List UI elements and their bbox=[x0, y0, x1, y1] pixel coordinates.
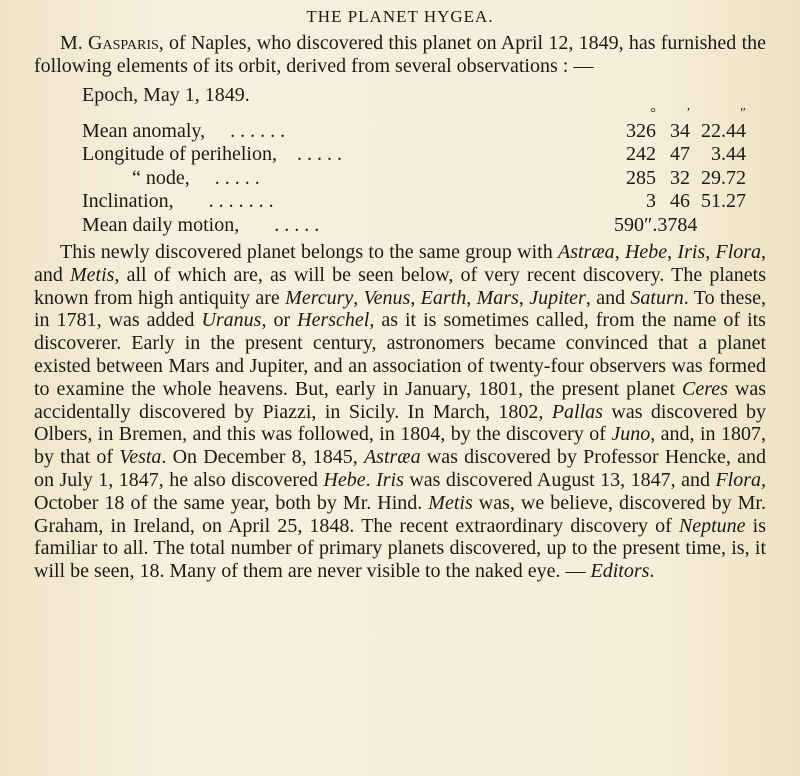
orbital-elements-table bbox=[82, 84, 746, 237]
body-text: , bbox=[614, 241, 625, 263]
body-text: . To these, in 1781, was added bbox=[34, 286, 767, 332]
body-text: is familiar to all. The total number of primary planets discovered, up to the present time, is, it will be seen, 18. Many of them are never visible to the naked eye. — bbox=[34, 514, 767, 583]
body-text: , all of which are, as will be seen below, of very recent discovery. The planets known from high antiquity are bbox=[34, 263, 766, 309]
body-text: , and bbox=[34, 241, 767, 286]
element-seconds: 22.44 bbox=[701, 119, 746, 142]
body-text: , bbox=[705, 241, 716, 263]
planet-name: Saturn bbox=[630, 286, 684, 309]
mean-daily-label: Mean daily motion, bbox=[82, 213, 240, 236]
planet-name: Juno bbox=[611, 423, 651, 446]
element-row bbox=[82, 120, 746, 144]
intro-author: M. Gasparis bbox=[60, 32, 159, 54]
element-degrees: 285 bbox=[626, 166, 656, 189]
planet-name: Metis bbox=[428, 491, 473, 514]
planet-name: Venus bbox=[363, 286, 411, 309]
leader-dots: . . . . . . bbox=[230, 119, 286, 142]
epoch-label: Epoch, May 1, 1849. bbox=[82, 84, 250, 106]
body-text: , bbox=[353, 286, 364, 309]
body-text: , October 18 of the same year, both by Mr. Hind. bbox=[34, 468, 767, 514]
body-text: , and bbox=[585, 286, 631, 309]
element-seconds: 51.27 bbox=[701, 190, 746, 212]
element-label: “ node, bbox=[132, 166, 190, 189]
planet-name: Flora bbox=[715, 468, 762, 491]
units-row bbox=[82, 108, 746, 120]
intro-paragraph bbox=[34, 32, 766, 78]
planet-name: Mercury bbox=[285, 286, 354, 309]
editors-signature: Editors bbox=[590, 560, 650, 583]
planet-name: Astræa bbox=[558, 241, 615, 263]
planet-name: Flora bbox=[715, 241, 762, 263]
body-text: . bbox=[365, 468, 377, 491]
body-text: was discovered by Professor Hencke, and on July 1, 1847, he also discovered bbox=[34, 446, 766, 491]
planet-name: Hebe bbox=[624, 241, 668, 263]
epoch-row bbox=[82, 84, 746, 108]
body-paragraph bbox=[34, 241, 766, 583]
planet-name: Jupiter bbox=[529, 286, 586, 309]
element-degrees: 326 bbox=[626, 119, 656, 142]
mean-daily-row bbox=[82, 214, 746, 238]
body-text: , bbox=[667, 241, 678, 263]
body-text: was accidentally discovered by Piazzi, in Sicily. In March, 1802, bbox=[34, 377, 766, 423]
planet-name: Neptune bbox=[678, 514, 746, 537]
body-text: . bbox=[649, 560, 655, 583]
planet-name: Vesta bbox=[119, 446, 162, 469]
planet-name: Iris bbox=[677, 241, 706, 263]
body-text: , as it is sometimes called, from the name of its discoverer. Early in the present century, astronomers became convinced that a planet existed between Mars and Jupiter, and an association of twenty-four observers was formed to examine the whole heavens. But, early in January, 1801, the present planet bbox=[34, 309, 766, 400]
body-text: was discovered August 13, 1847, and bbox=[403, 468, 716, 491]
element-label: Longitude of perihelion, bbox=[82, 143, 277, 165]
element-minutes: 46 bbox=[670, 190, 690, 212]
body-text: , bbox=[410, 286, 421, 309]
planet-name: Mars bbox=[476, 286, 519, 309]
intro-text: , of Naples, who discovered this planet on April 12, 1849, has furnished the following elements of its orbit, derived from several observations : — bbox=[34, 32, 767, 77]
element-minutes: 32 bbox=[670, 166, 690, 189]
element-minutes: 34 bbox=[670, 119, 690, 142]
body-text: , bbox=[466, 286, 477, 309]
element-degrees: 242 bbox=[626, 143, 656, 165]
leader-dots: . . . . . bbox=[274, 213, 320, 236]
planet-name: Pallas bbox=[551, 400, 603, 423]
planet-name: Astræa bbox=[363, 446, 421, 469]
leader-dots: . . . . . bbox=[214, 166, 260, 189]
degree-unit: ° bbox=[650, 105, 656, 121]
planet-name: Ceres bbox=[682, 377, 728, 400]
body-text: , or bbox=[261, 309, 298, 332]
planet-name: Iris bbox=[376, 468, 404, 491]
body-text: This newly discovered planet belongs to the same group with bbox=[60, 241, 558, 263]
article-title: THE PLANET HYGEA. bbox=[306, 7, 494, 26]
body-text: was, we believe, discovered by Mr. Graham, in Ireland, on April 25, 1848. The recent extraordinary discovery of bbox=[34, 491, 766, 537]
body-text: . On December 8, 1845, bbox=[161, 446, 364, 469]
element-label: Mean anomaly, bbox=[82, 119, 206, 142]
planet-name: Earth bbox=[420, 286, 467, 309]
body-text: , and, in 1807, by that of bbox=[34, 423, 767, 469]
element-row bbox=[82, 167, 746, 191]
planet-name: Metis bbox=[70, 263, 115, 286]
element-label: Inclination, bbox=[82, 190, 174, 212]
element-row bbox=[82, 190, 746, 214]
element-degrees: 3 bbox=[646, 190, 656, 212]
mean-daily-value: 590″.3784 bbox=[614, 213, 698, 236]
body-text: , bbox=[518, 286, 530, 309]
leader-dots: . . . . . bbox=[296, 143, 342, 165]
element-row bbox=[82, 143, 746, 167]
second-unit: ″ bbox=[740, 105, 746, 121]
planet-name: Uranus bbox=[201, 309, 262, 332]
leader-dots: . . . . . . . bbox=[208, 190, 274, 212]
element-seconds: 29.72 bbox=[701, 166, 746, 189]
minute-unit: ′ bbox=[686, 105, 690, 121]
element-minutes: 47 bbox=[670, 143, 690, 165]
planet-name: Herschel bbox=[297, 309, 370, 332]
body-text: was discovered by Olbers, in Bremen, and this was followed, in 1804, by the discovery of bbox=[34, 400, 766, 446]
planet-name: Hebe bbox=[323, 468, 366, 491]
element-seconds: 3.44 bbox=[711, 143, 746, 165]
